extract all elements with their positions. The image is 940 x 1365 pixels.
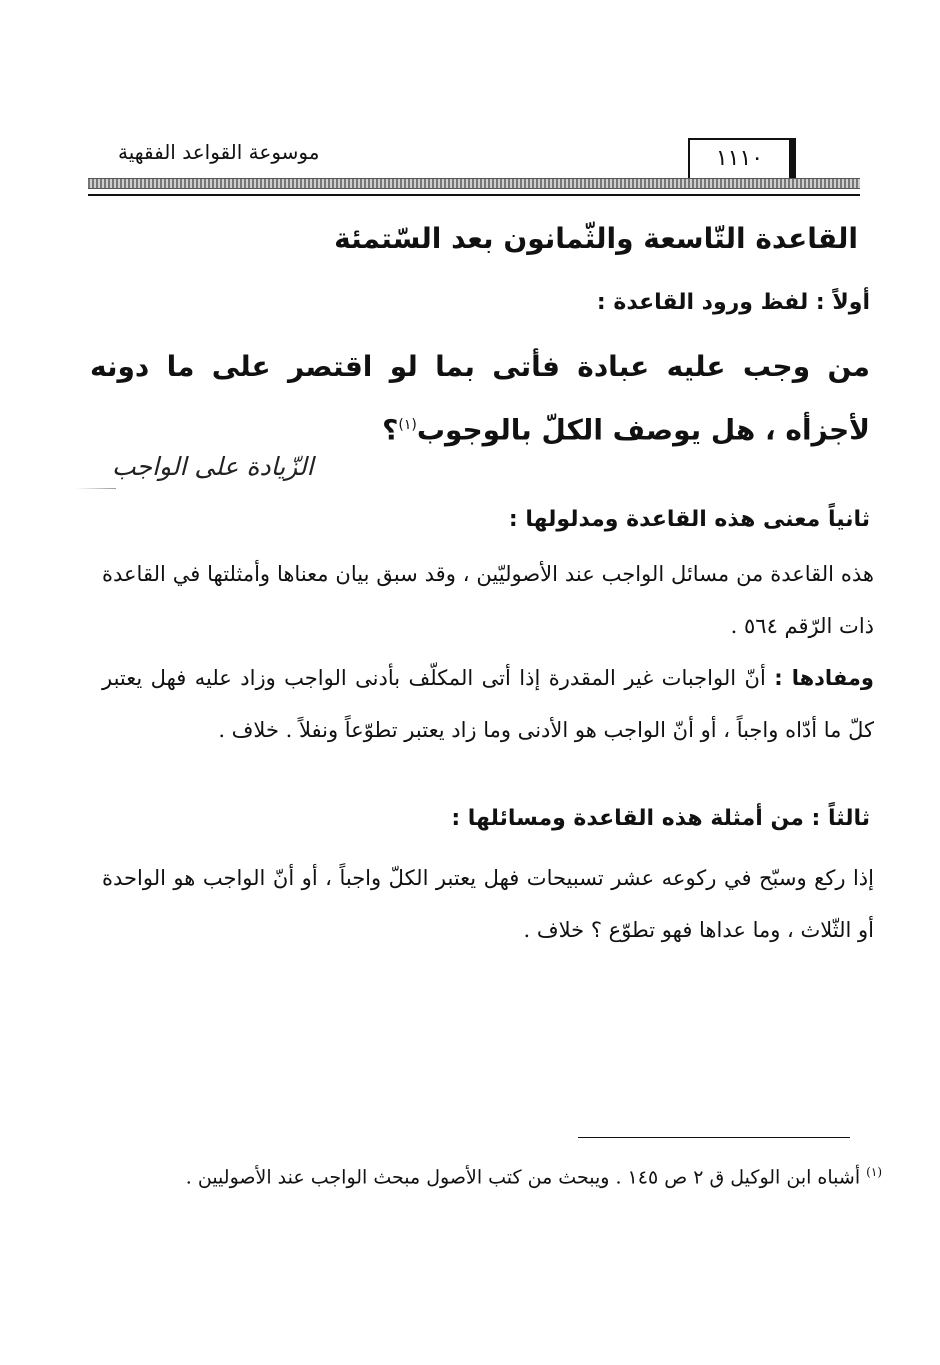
footnote-text: أشباه ابن الوكيل ق ٢ ص ١٤٥ . ويبحث من كتب الأصول مبحث الواجب عند الأصوليين . <box>185 1166 861 1189</box>
book-title: موسوعة القواعد الفقهية <box>118 140 320 164</box>
rule-statement-end: ؟ <box>382 413 399 447</box>
section-heading-meaning: ثانياً معنى هذه القاعدة ومدلولها : <box>508 507 870 532</box>
handwritten-note: الزّيادة على الواجب <box>112 452 314 481</box>
rule-statement <box>90 338 870 459</box>
header-decorative-band <box>88 178 860 189</box>
page-header <box>88 130 860 200</box>
footnote-marker: (١) <box>866 1165 882 1179</box>
section-heading-wording: أولاً : لفظ ورود القاعدة : <box>596 290 870 315</box>
footnote-1 <box>110 1150 882 1199</box>
footnote-separator <box>578 1137 850 1138</box>
rule-title: القاعدة التّاسعة والثّمانون بعد السّتمئة <box>334 222 858 255</box>
section-heading-examples: ثالثاً : من أمثلة هذه القاعدة ومسائلها : <box>451 806 870 831</box>
import-lead: ومفادها : <box>774 666 874 690</box>
header-rule <box>88 194 860 196</box>
rule-statement-text: من وجب عليه عبادة فأتى بما لو اقتصر على ما دونه لأجزأه ، هل يوصف الكلّ بالوجوب <box>90 350 870 447</box>
import-paragraph <box>102 652 874 756</box>
page-number: ١١١٠ <box>688 138 796 178</box>
footnote-ref: (١) <box>398 417 417 433</box>
example-paragraph: إذا ركع وسبّح في ركوعه عشر تسبيحات فهل يعتبر الكلّ واجباً ، أو أنّ الواجب هو الواحدة أو الثّلاث ، وما عداها فهو تطوّع ؟ خلاف . <box>102 866 874 942</box>
meaning-paragraph: هذه القاعدة من مسائل الواجب عند الأصوليّين ، وقد سبق بيان معناها وأمثلتها في القاعدة ذات الرّقم ٥٦٤ . <box>102 562 874 638</box>
import-text: أنّ الواجبات غير المقدرة إذا أتى المكلّف بأدنى الواجب وزاد عليه فهل يعتبر كلّ ما أدّاه واجباً ، أو أنّ الواجب هو الأدنى وما زاد يعتبر تطوّعاً ونفلاً . خلاف . <box>102 666 874 742</box>
handwritten-stroke <box>76 488 116 489</box>
